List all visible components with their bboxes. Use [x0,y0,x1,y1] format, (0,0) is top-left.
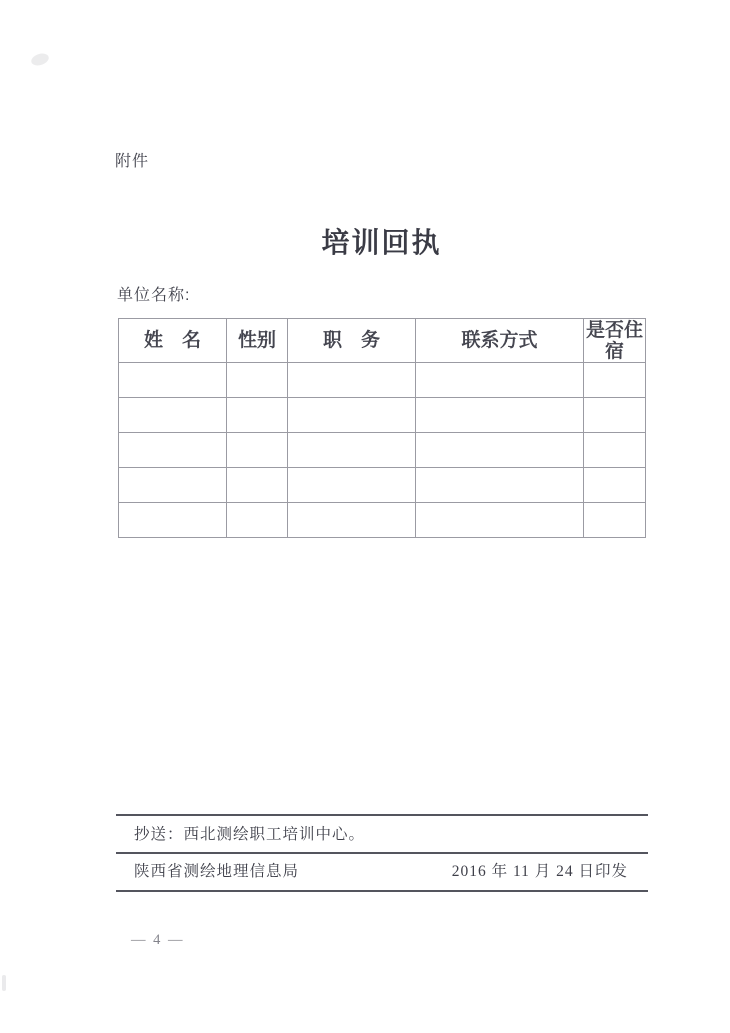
table-row [119,503,646,538]
table-cell [119,468,227,503]
table-cell [227,468,288,503]
column-header-name: 姓 名 [119,319,227,363]
table-cell [227,503,288,538]
table-row [119,363,646,398]
table-cell [288,433,416,468]
table-cell [584,503,646,538]
table-cell [227,363,288,398]
column-header-accommodation: 是否住宿 [584,319,646,363]
table-cell [584,433,646,468]
table-cell [416,398,584,433]
footer-divider-middle [116,852,648,854]
table-cell [584,398,646,433]
table-cell [416,433,584,468]
column-header-position: 职 务 [288,319,416,363]
attachment-label: 附件 [115,153,150,170]
footer-divider-top [116,814,648,816]
column-header-gender: 性别 [227,319,288,363]
table-row [119,468,646,503]
table-cell [119,363,227,398]
table-cell [288,363,416,398]
document-title: 培训回执 [321,228,442,259]
table-cell [416,363,584,398]
attendee-table [118,318,646,538]
table-cell [288,503,416,538]
issuer-row [116,861,648,883]
table-header-row [119,319,646,363]
table-cell [584,363,646,398]
issuing-agency: 陕西省测绘地理信息局 [134,863,300,880]
unit-name-label: 单位名称: [117,287,191,304]
table-cell [119,398,227,433]
table-cell [227,398,288,433]
page-number: — 4 — [131,932,185,948]
footer-divider-bottom [116,890,648,892]
table-cell [119,433,227,468]
cc-line: 抄送：西北测绘职工培训中心。 [134,826,366,843]
table-row [119,398,646,433]
column-header-contact: 联系方式 [416,319,584,363]
table-row [119,433,646,468]
scan-artifact [2,975,6,991]
table-cell [288,398,416,433]
table-cell [288,468,416,503]
print-date: 2016 年 11 月 24 日印发 [451,863,628,880]
table-cell [119,503,227,538]
table-cell [584,468,646,503]
table-cell [416,503,584,538]
scan-artifact [30,51,51,67]
table-body [119,363,646,538]
table-cell [416,468,584,503]
table-cell [227,433,288,468]
